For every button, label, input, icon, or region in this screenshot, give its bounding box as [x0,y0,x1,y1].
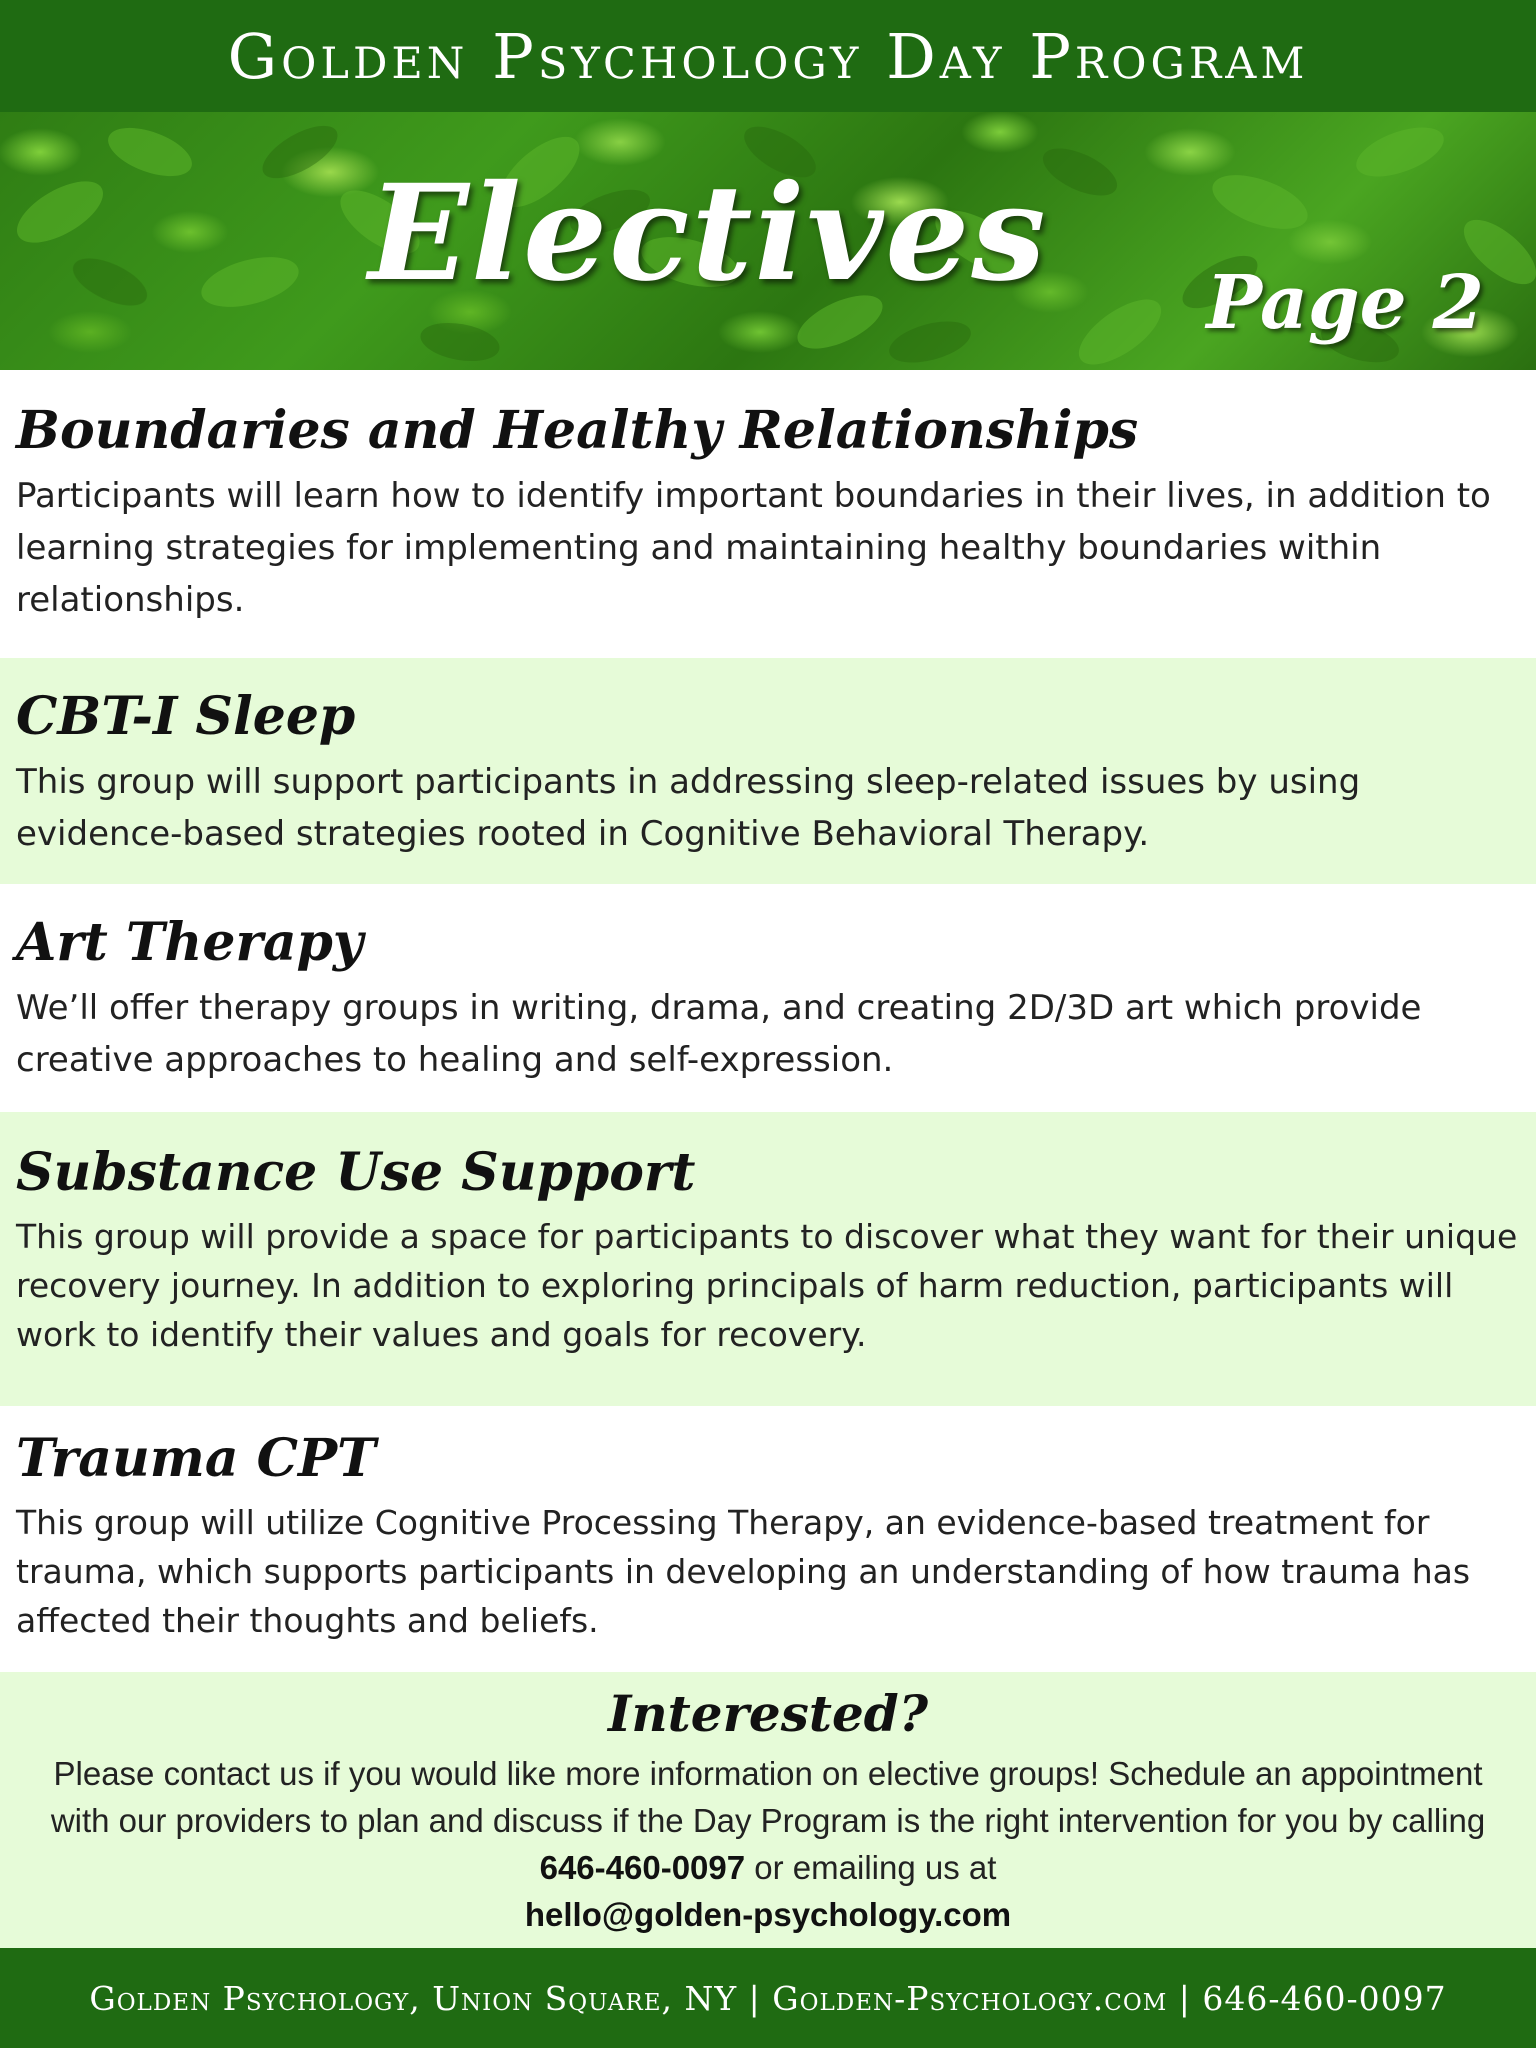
elective-title: Substance Use Support [16,1142,696,1203]
elective-title: CBT-I Sleep [16,686,356,747]
top-title-band [0,0,1536,112]
elective-description: Participants will learn how to identify important boundaries in their lives, in addition to learning strategies for implementing and maintaining healthy boundaries within relationships. [16,476,1491,621]
program-title: Golden Psychology Day Program [227,19,1309,93]
elective-section [0,658,1536,884]
elective-section [0,370,1536,658]
contact-text-middle: or emailing us at [745,1849,997,1886]
elective-title: Boundaries and Healthy Relationships [16,400,1139,461]
contact-email[interactable]: hello@golden-psychology.com [524,1896,1012,1933]
electives-heading: Electives [368,156,1048,311]
elective-section [0,884,1536,1112]
contact-phone[interactable]: 646-460-0097 [539,1849,746,1886]
elective-section [0,1406,1536,1672]
elective-title: Trauma CPT [16,1428,376,1489]
footer-band [0,1948,1536,2048]
contact-heading: Interested? [607,1684,929,1743]
page-number-label: Page 2 [1206,260,1484,346]
elective-description: This group will support participants in addressing sleep-related issues by using evidence-based strategies rooted in Cognitive Behavioral Therapy. [16,762,1361,855]
contact-text-intro: Please contact us if you would like more information on elective groups! Schedule an appointment with our providers to plan and discuss if the Day Program is the right intervention for you by calling [50,1755,1486,1839]
elective-description: This group will utilize Cognitive Processing Therapy, an evidence-based treatment for trauma, which supports participants in developing an understanding of how trauma has affected their thoughts and beliefs. [16,1503,1471,1641]
contact-section [0,1672,1536,1948]
leaf-banner [0,112,1536,370]
elective-description: This group will provide a space for participants to discover what they want for their unique recovery journey. In addition to exploring principals of harm reduction, participants will work to identify their values and goals for recovery. [16,1217,1518,1355]
footer-text: Golden Psychology, Union Square, NY | Golden-Psychology.com | 646-460-0097 [89,1978,1447,2018]
elective-title: Art Therapy [16,912,364,973]
elective-description: We’ll offer therapy groups in writing, drama, and creating 2D/3D art which provide creative approaches to healing and self-expression. [16,988,1422,1081]
elective-section [0,1112,1536,1406]
contact-text [40,1750,1496,1938]
